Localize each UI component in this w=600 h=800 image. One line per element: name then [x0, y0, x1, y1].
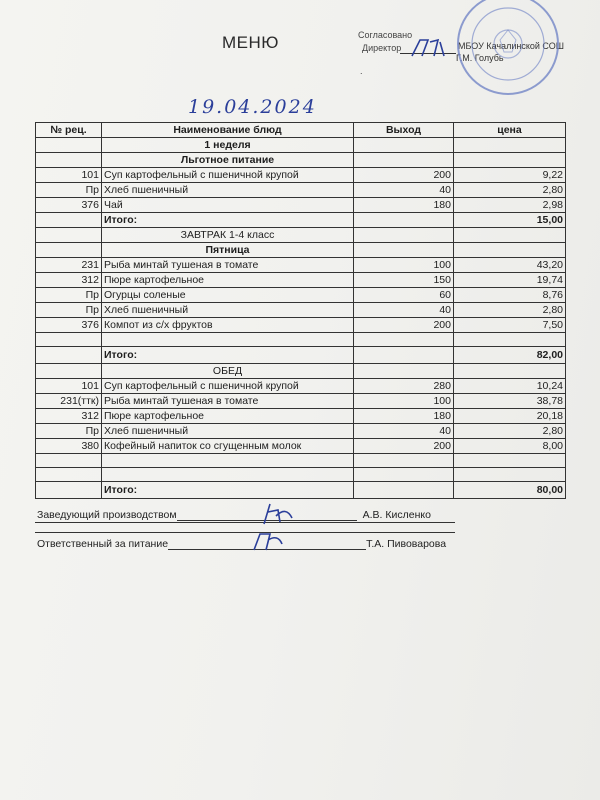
total-value: 15,00 [454, 213, 566, 228]
cell-price: 9,22 [454, 168, 566, 183]
lunch-total-row [36, 482, 566, 499]
total-value: 82,00 [454, 347, 566, 364]
cell-price: 38,78 [454, 394, 566, 409]
cell-code: 376 [36, 318, 102, 333]
footer-divider [35, 532, 455, 533]
blank-row [36, 454, 566, 468]
blank-row [36, 468, 566, 482]
cell-price: 2,80 [454, 424, 566, 439]
director-role: Директор [362, 43, 402, 53]
cell-name: Кофейный напиток со сгущенным молок [102, 439, 354, 454]
cell-out: 200 [354, 168, 454, 183]
table-row [36, 439, 566, 454]
production-label: Заведующий производством [37, 509, 177, 521]
cell-name: Хлеб пшеничный [102, 424, 354, 439]
col-header-code: № рец. [36, 123, 102, 138]
cell-code: 231 [36, 258, 102, 273]
cell-price: 2,80 [454, 183, 566, 198]
cell-code: 312 [36, 273, 102, 288]
breakfast-total-row [36, 347, 566, 364]
cell-code: Пр [36, 288, 102, 303]
nutrition-label: Ответственный за питание [37, 538, 169, 550]
cell-out: 100 [354, 258, 454, 273]
table-row [36, 303, 566, 318]
benefit-section-row [36, 153, 566, 168]
cell-price: 43,20 [454, 258, 566, 273]
cell-out: 40 [354, 424, 454, 439]
cell-code: Пр [36, 303, 102, 318]
blank-row [36, 333, 566, 347]
official-stamp [450, 0, 570, 96]
cell-name: Чай [102, 198, 354, 213]
table-row [36, 183, 566, 198]
cell-name: Суп картофельный с пшеничной крупой [102, 168, 354, 183]
cell-out: 200 [354, 318, 454, 333]
lunch-title: ОБЕД [102, 364, 354, 379]
nutrition-signature [248, 528, 288, 554]
cell-code: Пр [36, 424, 102, 439]
page-title: МЕНЮ [222, 33, 279, 52]
benefit-total-row [36, 213, 566, 228]
total-label: Итого: [102, 347, 354, 364]
production-signature [258, 500, 298, 528]
cell-code: 376 [36, 198, 102, 213]
table-row [36, 288, 566, 303]
cell-code: Пр [36, 183, 102, 198]
cell-out: 180 [354, 409, 454, 424]
handwritten-date: 19.04.2024 [188, 96, 317, 118]
day-label: Пятница [102, 243, 354, 258]
cell-code: 101 [36, 379, 102, 394]
cell-out: 40 [354, 183, 454, 198]
cell-out: 280 [354, 379, 454, 394]
cell-out: 40 [354, 303, 454, 318]
nutrition-manager-row [37, 538, 446, 550]
table-row [36, 318, 566, 333]
col-header-price: цена [454, 123, 566, 138]
table-row [36, 198, 566, 213]
col-header-out: Выход [354, 123, 454, 138]
cell-name: Хлеб пшеничный [102, 303, 354, 318]
cell-price: 8,00 [454, 439, 566, 454]
col-header-name: Наименование блюд [102, 123, 354, 138]
cell-out: 150 [354, 273, 454, 288]
lunch-section-row [36, 364, 566, 379]
breakfast-section-row [36, 228, 566, 243]
table-row [36, 394, 566, 409]
total-label: Итого: [102, 482, 354, 499]
table-row [36, 379, 566, 394]
table-row [36, 424, 566, 439]
director-name: Г.М. Голубь [456, 53, 504, 63]
cell-code: 380 [36, 439, 102, 454]
cell-price: 20,18 [454, 409, 566, 424]
benefit-title: Льготное питание [102, 153, 354, 168]
cell-name: Огурцы соленые [102, 288, 354, 303]
cell-code: 231(ттк) [36, 394, 102, 409]
approval-label: Согласовано [358, 30, 413, 40]
week-row [36, 138, 566, 153]
cell-out: 200 [354, 439, 454, 454]
table-header [36, 123, 566, 138]
cell-price: 8,76 [454, 288, 566, 303]
cell-price: 2,80 [454, 303, 566, 318]
cell-code: 101 [36, 168, 102, 183]
table-row [36, 168, 566, 183]
cell-code: 312 [36, 409, 102, 424]
production-name: А.В. Кисленко [362, 509, 431, 521]
total-value: 80,00 [454, 482, 566, 499]
cell-out: 60 [354, 288, 454, 303]
week-label: 1 неделя [102, 138, 354, 153]
cell-out: 100 [354, 394, 454, 409]
approval-dot: . [360, 66, 363, 76]
cell-price: 10,24 [454, 379, 566, 394]
day-row [36, 243, 566, 258]
school-name: МБОУ Качалинской СОШ [458, 41, 564, 51]
production-manager-row [37, 509, 431, 521]
cell-price: 2,98 [454, 198, 566, 213]
cell-out: 180 [354, 198, 454, 213]
cell-price: 19,74 [454, 273, 566, 288]
cell-name: Пюре картофельное [102, 409, 354, 424]
table-row [36, 409, 566, 424]
table-row [36, 258, 566, 273]
nutrition-name: Т.А. Пивоварова [366, 538, 447, 550]
breakfast-title: ЗАВТРАК 1-4 класс [102, 228, 354, 243]
table-row [36, 273, 566, 288]
footer-divider [35, 522, 455, 523]
cell-name: Компот из с/х фруктов [102, 318, 354, 333]
cell-name: Рыба минтай тушеная в томате [102, 394, 354, 409]
menu-table [35, 122, 566, 499]
cell-name: Хлеб пшеничный [102, 183, 354, 198]
total-label: Итого: [102, 213, 354, 228]
cell-name: Рыба минтай тушеная в томате [102, 258, 354, 273]
director-signature [408, 36, 448, 60]
cell-name: Суп картофельный с пшеничной крупой [102, 379, 354, 394]
cell-name: Пюре картофельное [102, 273, 354, 288]
cell-price: 7,50 [454, 318, 566, 333]
